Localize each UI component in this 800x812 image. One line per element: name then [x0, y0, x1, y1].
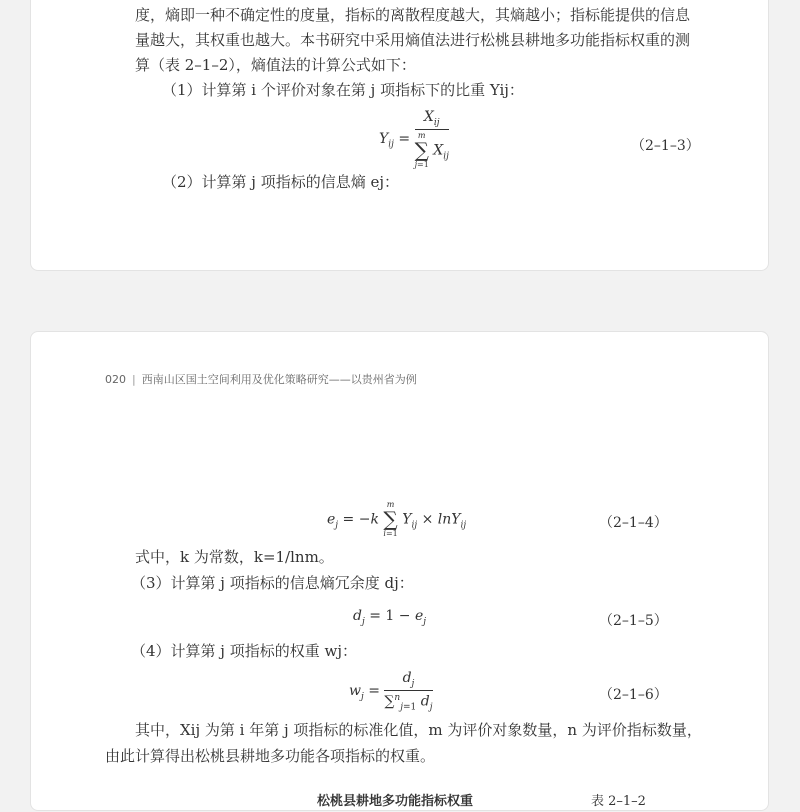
formula-2-1-6: $w_j$ = $\frac{d_j}{\sum^n_{j=1} d_j}$	[349, 670, 433, 713]
definition-line-1: 其中，Xij 为第 i 年第 j 项指标的标准化值，m 为评价对象数量，n 为评价指标数量，	[135, 721, 702, 739]
equation-number-2-1-3: （2–1–3）	[631, 138, 700, 154]
equation-number-2-1-5: （2–1–5）	[599, 613, 668, 629]
formula-2-1-3: $Y_{ij}$ = $X_{ij}$ m ∑ j=1 $X_{ij}$	[379, 109, 449, 169]
equation-number-2-1-6: （2–1–6）	[599, 687, 668, 703]
book-title: 西南山区国土空间利用及优化策略研究——以贵州省为例	[141, 373, 417, 386]
table-caption-title: 松桃县耕地多功能指标权重	[317, 794, 474, 809]
page-number: 020	[105, 373, 126, 386]
step-3-line: （3）计算第 j 项指标的信息熵冗余度 dj：	[131, 574, 414, 592]
table-caption-number: 表 2–1–2	[591, 794, 646, 809]
page-card-top	[30, 0, 769, 271]
definition-line-2: 由此计算得出松桃县耕地多功能各项指标的权重。	[105, 747, 436, 765]
body-line-3: 算（表 2–1–2），熵值法的计算公式如下：	[135, 56, 416, 74]
page-card-bottom	[30, 331, 769, 811]
constant-k-line: 式中，k 为常数，k=1/lnm。	[135, 548, 334, 566]
formula-2-1-4: $e_j = -k$ m ∑ i=1 $Y_{ij} \times \ln Y_{ij}$	[327, 500, 467, 538]
formula-2-1-5: $d_j = 1 - e_j$	[353, 608, 427, 627]
body-line-1: 度，熵即一种不确定性的度量，指标的离散程度越大，其熵越小；指标能提供的信息	[135, 6, 691, 24]
equation-number-2-1-4: （2–1–4）	[599, 515, 668, 531]
running-header: 020 | 西南山区国土空间利用及优化策略研究——以贵州省为例	[105, 373, 417, 386]
body-line-2: 量越大，其权重也越大。本书研究中采用熵值法进行松桃县耕地多功能指标权重的测	[135, 31, 691, 49]
step-2-line: （2）计算第 j 项指标的信息熵 ej：	[162, 173, 400, 191]
step-1-line: （1）计算第 i 个评价对象在第 j 项指标下的比重 Yij：	[162, 81, 524, 99]
step-4-line: （4）计算第 j 项指标的权重 wj：	[131, 642, 357, 660]
